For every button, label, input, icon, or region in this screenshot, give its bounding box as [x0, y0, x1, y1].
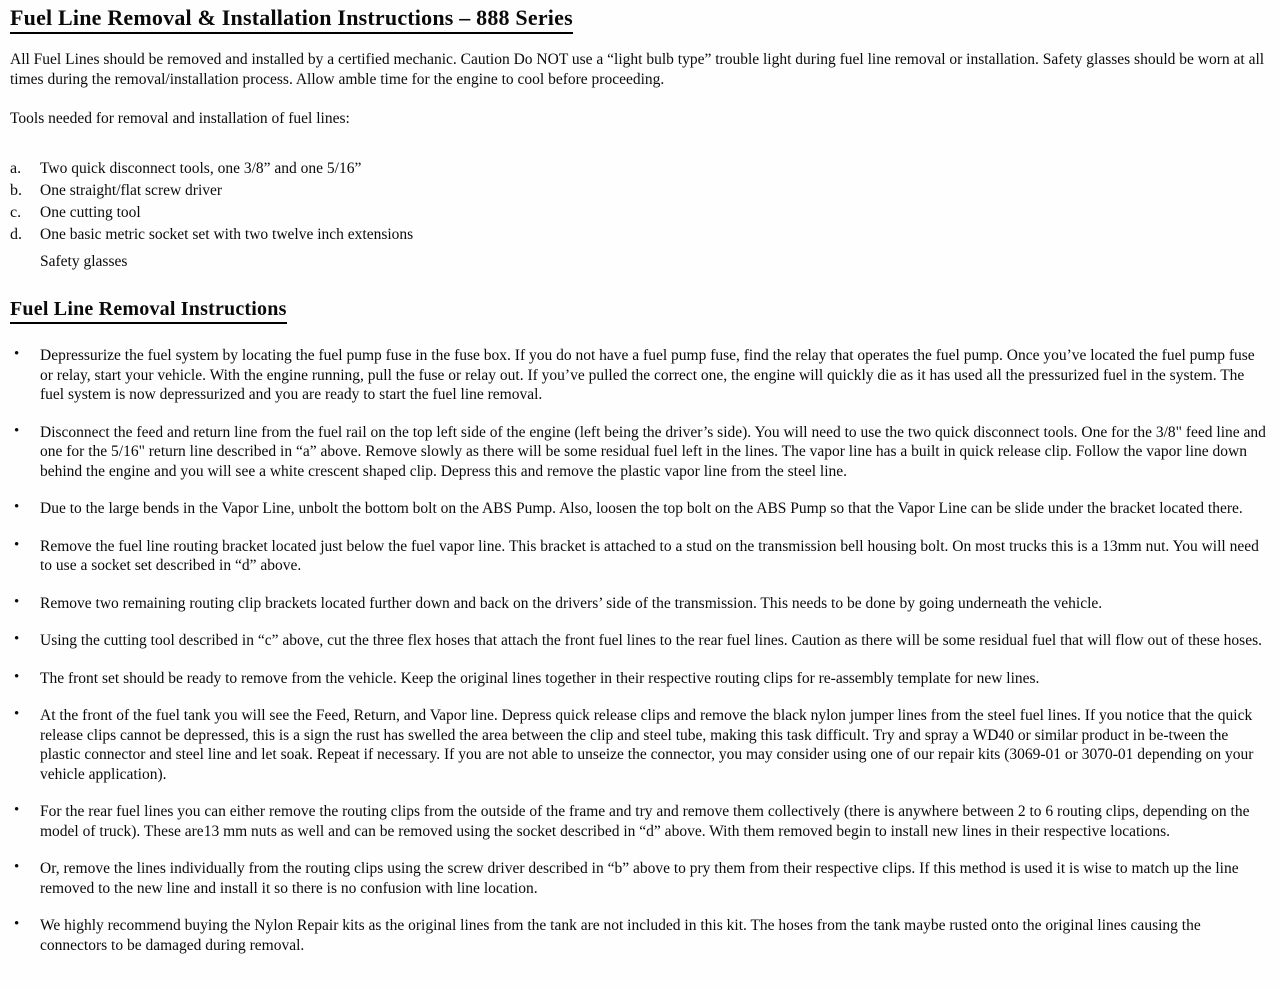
list-item-text: We highly recommend buying the Nylon Repair kits as the original lines from the tank are not included in this kit. The hoses from the tank maybe rusted onto the original lines causing the connectors to be damaged during removal. — [40, 917, 1201, 954]
list-item-text: One straight/flat screw driver — [40, 182, 223, 199]
list-item-text: The front set should be ready to remove from the vehicle. Keep the original lines together in their respective routing clips for re-assembly template for new lines. — [40, 669, 1040, 687]
list-item — [10, 594, 1266, 614]
list-item-letter: b. — [10, 182, 22, 199]
tools-needed-heading: Tools needed for removal and installation of fuel lines: — [10, 110, 350, 127]
list-item-text: Remove the fuel line routing bracket located just below the fuel vapor line. This bracket is attached to a stud on the transmission bell housing bolt. On most trucks this is a 13mm nut. You will need to use a socket set described in “d” above. — [40, 537, 1259, 574]
list-item — [10, 669, 1266, 689]
bullet-icon: • — [14, 422, 20, 439]
list-item — [10, 499, 1266, 519]
list-item — [10, 859, 1266, 898]
bullet-icon: • — [14, 706, 20, 722]
bullet-icon: • — [14, 536, 20, 553]
list-item — [10, 158, 1266, 180]
list-item — [10, 537, 1266, 576]
list-item-text: Due to the large bends in the Vapor Line, unbolt the bottom bolt on the ABS Pump. Also, loosen the top bolt on the ABS Pump so that the Vapor Line can be slide under the bracket located there. — [40, 500, 1243, 517]
list-item — [10, 224, 1266, 246]
intro-paragraph: All Fuel Lines should be removed and installed by a certified mechanic. Caution Do NOT use a “light bulb type” trouble light during fuel line removal or installation. Safety glasses should be worn at all times during the removal/installation process. Allow amble time for the engine to cool before proceeding. — [10, 51, 1265, 88]
tools-list-continuation: Safety glasses — [40, 253, 128, 270]
bullet-icon: • — [14, 859, 20, 875]
list-item-text: For the rear fuel lines you can either remove the routing clips from the outside of the frame and try and remove them collectively (there is anywhere between 2 to 6 routing clips, depending on the model of truck). These are13 mm nuts as well and can be removed using the socket described in “d” above. With them removed begin to install new lines in their respective locations. — [40, 803, 1250, 840]
bullet-icon: • — [14, 593, 20, 610]
list-item — [10, 916, 1266, 955]
tools-list — [10, 158, 1266, 246]
list-item-text: Depressurize the fuel system by locating the fuel pump fuse in the fuse box. If you do not have a fuel pump fuse, find the relay that operates the fuel pump. Once you’ve located the fuel pump fuse or relay, start your vehicle. With the engine running, pull the fuse or relay out. If you’ve pulled the correct one, the engine will quickly die as it has used all the pressurized fuel in the system. The fuel system is now depressurized and you are ready to start the fuel line removal. — [40, 347, 1255, 403]
list-item-text: One basic metric socket set with two twelve inch extensions — [40, 226, 414, 243]
bullet-icon: • — [14, 346, 20, 362]
bullet-icon: • — [14, 631, 20, 647]
list-item-text: Remove two remaining routing clip brackets located further down and back on the drivers’ side of the transmission. This needs to be done by going underneath the vehicle. — [40, 594, 1103, 612]
list-item-text: Disconnect the feed and return line from the fuel rail on the top left side of the engine (left being the driver’s side). You will need to use the two quick disconnect tools. One for the 3/8" feed line and one for the 5/16" return line described in “a” above. Remove slowly as there will be some residual fuel left in the lines. The vapor line has a built in quick release clip. Follow the vapor line down behind the engine and you will see a white crescent shaped clip. Depress this and remove the plastic vapor line from the steel line. — [40, 423, 1266, 480]
list-item-letter: d. — [10, 226, 22, 243]
list-item-letter: c. — [10, 204, 22, 221]
bullet-icon: • — [14, 668, 20, 685]
bullet-icon: • — [14, 499, 20, 515]
section-heading: Fuel Line Removal Instructions — [10, 298, 287, 324]
list-item — [10, 423, 1266, 482]
bullet-icon: • — [14, 802, 20, 818]
list-item — [10, 346, 1266, 405]
list-item-text: Using the cutting tool described in “c” above, cut the three flex hoses that attach the front fuel lines to the rear fuel lines. Caution as there will be some residual fuel that will flow out of these hoses. — [40, 632, 1262, 649]
list-item-text: Or, remove the lines individually from the routing clips using the screw driver described in “b” above to pry them from their respective clips. If this method is used it is wise to match up the line removed to the new line and install it so there is no confusion with line location. — [40, 860, 1239, 897]
list-item — [10, 631, 1266, 651]
list-item — [10, 180, 1266, 202]
list-item-text: Two quick disconnect tools, one 3/8” and one 5/16” — [40, 160, 362, 177]
list-item — [10, 202, 1266, 224]
instructions-bullet-list — [10, 346, 1266, 955]
list-item-letter: a. — [10, 160, 22, 177]
list-item-text: One cutting tool — [40, 204, 141, 221]
list-item — [10, 706, 1266, 784]
list-item-text: At the front of the fuel tank you will see the Feed, Return, and Vapor line. Depress quick release clips and remove the black nylon jumper lines from the steel fuel lines. If you notice that the quick release clips cannot be depressed, this is a sign the rust has swelled the area between the clip and steel tube, making this task difficult. Try and spray a WD40 or similar product in be-tween the plastic connector and steel line and let soak. Repeat if necessary. If you are not able to unseize the connector, you may consider using one of our repair kits (3069-01 or 3070-01 depending on your vehicle application). — [40, 707, 1254, 783]
list-item — [10, 802, 1266, 841]
bullet-icon: • — [14, 916, 20, 932]
document-title: Fuel Line Removal & Installation Instructions – 888 Series — [10, 5, 573, 34]
